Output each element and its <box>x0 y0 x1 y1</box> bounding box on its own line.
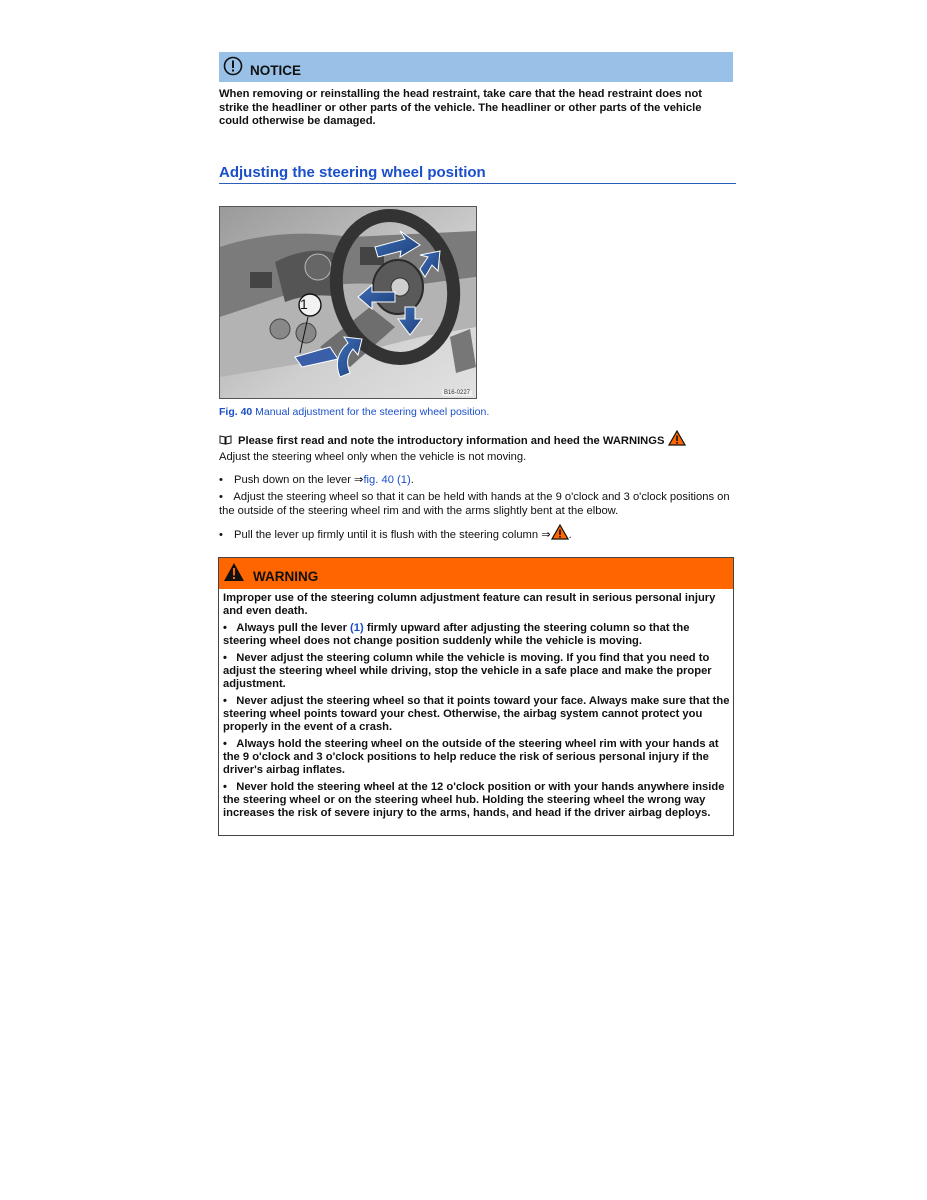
bullet-dot: • <box>223 781 237 793</box>
bullet-dot: • <box>219 529 223 541</box>
warning-header <box>219 558 733 589</box>
warning-triangle-icon <box>668 430 686 446</box>
bullet-dot: • <box>223 652 237 664</box>
warning-item-text: Always hold the steering wheel on the outside of the steering wheel rim with your hands at the 9 o'clock and 3 o'clock positions to help reduce the risk of serious personal injury if the driver's airbag inflates. <box>223 738 719 777</box>
bullet-dot: • <box>219 474 223 486</box>
lever-callout-link[interactable]: (1) <box>350 622 364 634</box>
step-tail: . <box>410 474 414 486</box>
figure-caption-text: Manual adjustment for the steering wheel position. <box>252 406 490 418</box>
warning-item-text: Always pull the lever <box>236 622 351 634</box>
bullet-dot: • <box>223 622 237 634</box>
intro-line <box>219 430 686 447</box>
warning-box <box>218 557 734 836</box>
notice-header <box>219 52 733 82</box>
warning-triangle-icon <box>223 562 245 582</box>
step-tail: . <box>568 529 572 541</box>
warning-intro: Improper use of the steering column adjustment feature can result in serious personal injury and even death. <box>223 592 716 618</box>
figure-caption-label: Fig. 40 <box>219 406 253 418</box>
notice-title: NOTICE <box>250 63 302 78</box>
warning-item <box>223 652 731 692</box>
warning-item-text: Never adjust the steering column while the vehicle is moving. If you find that you need to adjust the steering wheel while driving, stop the vehicle in a safe place and make the proper adjustment. <box>223 652 712 691</box>
warning-title: WARNING <box>253 569 319 584</box>
figure-caption <box>219 406 489 418</box>
warning-item-text: firmly upward after adjusting the steering column so that the steering wheel does not change position suddenly while the vehicle is moving. <box>223 622 690 648</box>
bullet-dot: • <box>219 491 223 503</box>
bullet-dot: • <box>223 738 237 750</box>
step-text: Pull the lever up firmly until it is flush with the steering column ⇒ <box>234 529 551 541</box>
notice-text: When removing or reinstalling the head restraint, take care that the head restraint does not strike the headliner or other parts of the vehicle. The headliner or other parts of the vehicle could otherwise be damaged. <box>219 88 703 127</box>
bullet-dot: • <box>223 695 237 707</box>
step-text: Adjust the steering wheel so that it can be held with hands at the 9 o'clock and 3 o'clock positions on the outside of the steering wheel rim and with the arms slightly bent at the elbow. <box>219 491 730 517</box>
intro-text: Please first read and note the introductory information and heed the WARNINGS <box>238 435 665 447</box>
steering-wheel-figure <box>219 206 477 399</box>
figure-code: B16-0227 <box>443 390 470 396</box>
body-paragraph: Adjust the steering wheel only when the vehicle is not moving. <box>219 451 527 463</box>
warning-item-text: Never adjust the steering wheel so that it points toward your face. Always make sure that the steering wheel points toward your chest. Otherwise, the airbag system cannot protect you properly in the event of a crash. <box>223 695 730 734</box>
book-icon <box>219 435 232 445</box>
warning-item <box>223 781 731 821</box>
warning-item-text: Never hold the steering wheel at the 12 o'clock position or with your hands anywhere inside the steering wheel or on the steering wheel hub. Holding the steering wheel the wrong way increases the risk of severe injury to the arms, hands, and head if the driver airbag deploys. <box>223 781 725 820</box>
warning-triangle-link-icon[interactable] <box>551 524 569 540</box>
warning-item <box>223 695 731 735</box>
list-item <box>219 474 734 488</box>
step-text: Push down on the lever ⇒ <box>234 474 364 486</box>
notice-exclamation-icon <box>223 56 243 76</box>
list-item <box>219 491 734 518</box>
section-heading: Adjusting the steering wheel position <box>219 164 736 184</box>
callout-number: 1 <box>300 296 308 312</box>
steering-wheel-illustration <box>220 207 476 398</box>
warning-item <box>223 622 731 648</box>
warning-item <box>223 738 731 778</box>
list-item <box>219 524 734 543</box>
figure-link[interactable]: fig. 40 (1) <box>363 474 411 486</box>
